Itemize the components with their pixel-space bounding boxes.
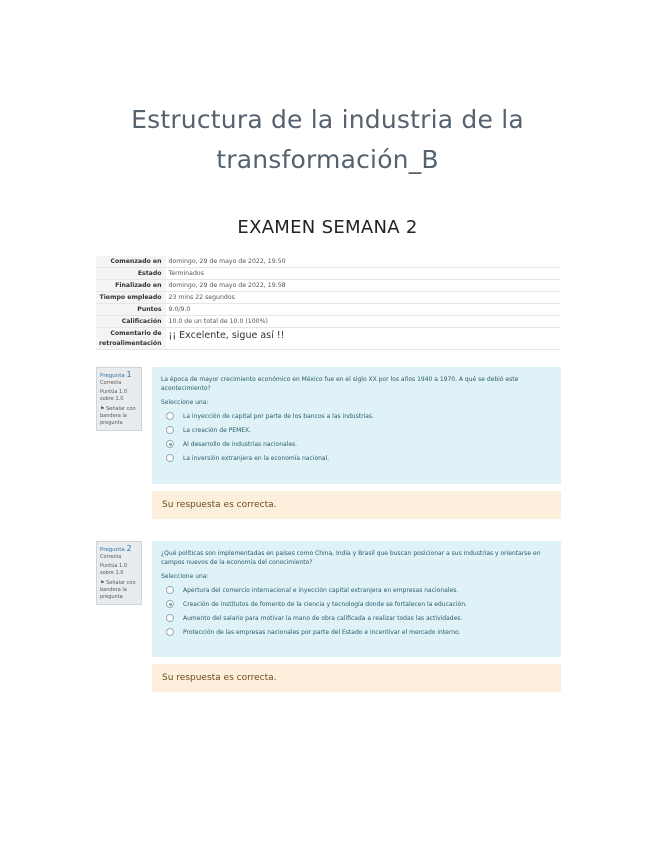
question-content-2 [152,541,561,657]
summary-label: Estado [96,268,166,280]
summary-row [96,280,561,292]
answer-option-text: Creación de institutos de fomento de la ciencia y tecnología donde se fortalecen la educación. [183,600,467,608]
question-text: La época de mayor crecimiento económico en México fue en el siglo XX por los años 1940 a 1970. A qué se debió este acontecimiento? [161,376,519,392]
flag-icon: ⚑ [100,406,105,412]
question-label: Pregunta [100,373,125,379]
answer-option[interactable] [166,599,552,609]
question-info-2 [96,541,142,605]
flag-question-link[interactable] [100,406,138,427]
summary-feedback-value: ¡¡ Excelente, sigue así !! [168,329,285,341]
question-info-1 [96,367,142,431]
feedback-correct-1: Su respuesta es correcta. [152,491,561,519]
select-one-prompt: Seleccione una: [161,573,209,580]
exam-title: EXAMEN SEMANA 2 [237,217,418,238]
answer-option[interactable] [166,439,552,449]
answer-option-text: Al desarrollo de industrias nacionales. [183,440,298,448]
answer-option-text: La inversión extranjera en la economía nacional. [183,454,330,462]
summary-label: Calificación [96,316,166,328]
answer-option-text: Apertura del comercio internacional e inyección capital extranjera en empresas nacionales. [183,586,459,594]
summary-value: domingo, 29 de mayo de 2022, 19:58 [168,281,286,289]
answer-option[interactable] [166,425,552,435]
answer-option-text: La inyección de capital por parte de los bancos a las industrias. [183,412,374,420]
radio-button[interactable] [166,614,174,622]
radio-button[interactable] [166,412,174,420]
summary-row [96,304,561,316]
question-status: Correcta [100,554,122,560]
question-content-1 [152,367,561,484]
answer-option-text: Protección de las empresas nacionales por parte del Estado e incentivar el mercado interno. [183,628,461,636]
summary-value: domingo, 29 de mayo de 2022, 19:50 [168,257,286,265]
summary-value: Terminados [168,269,204,277]
radio-button[interactable] [166,426,174,434]
select-one-prompt: Seleccione una: [161,399,209,406]
question-label: Pregunta [100,547,125,553]
summary-label: Puntos [96,304,166,316]
document-title-line1: Estructura de la industria de la [131,105,524,134]
summary-label: Comenzado en [96,256,166,268]
flag-question-link[interactable] [100,580,138,601]
summary-label: Finalizado en [96,280,166,292]
summary-label: Comentario de retroalimentación [96,328,166,350]
answer-option-text: La creación de PEMEX. [183,426,252,434]
radio-button[interactable] [166,586,174,594]
summary-row [96,328,561,350]
feedback-correct-2: Su respuesta es correcta. [152,664,561,692]
answer-option[interactable] [166,585,552,595]
summary-value: 23 mins 22 segundos [168,293,235,301]
radio-button[interactable] [166,454,174,462]
answer-option[interactable] [166,627,552,637]
flag-icon: ⚑ [100,580,105,586]
summary-row [96,316,561,328]
question-status: Correcta [100,380,122,386]
radio-button-selected[interactable] [166,600,174,608]
question-number [100,545,138,554]
document-title [0,100,655,180]
summary-value: 9.0/9.0 [168,305,191,313]
question-points: Puntúa 1.0 sobre 1.0 [100,563,127,576]
summary-row [96,256,561,268]
answer-option[interactable] [166,411,552,421]
attempt-summary-table [96,256,561,350]
summary-row [96,292,561,304]
question-number-value: 2 [126,544,132,553]
answer-option-text: Aumento del salario para motivar la mano de obra calificada a realizar todas las actividades. [183,614,463,622]
summary-value: 10.0 de un total de 10.0 (100%) [168,317,268,325]
answer-option[interactable] [166,613,552,623]
document-title-line2: transformación_B [216,145,439,174]
answer-option[interactable] [166,453,552,463]
question-number-value: 1 [126,370,132,379]
summary-label: Tiempo empleado [96,292,166,304]
question-points: Puntúa 1.0 sobre 1.0 [100,389,127,402]
radio-button-selected[interactable] [166,440,174,448]
radio-button[interactable] [166,628,174,636]
question-number [100,371,138,380]
question-text: ¿Qué políticas son implementadas en países como China, India y Brasil que buscan posicionar a sus industrias y orientarse en campos nuevos de la economía del conocimiento? [161,550,541,566]
summary-row [96,268,561,280]
flag-label: Señalar con bandera la pregunta [100,580,136,600]
flag-label: Señalar con bandera la pregunta [100,406,136,426]
